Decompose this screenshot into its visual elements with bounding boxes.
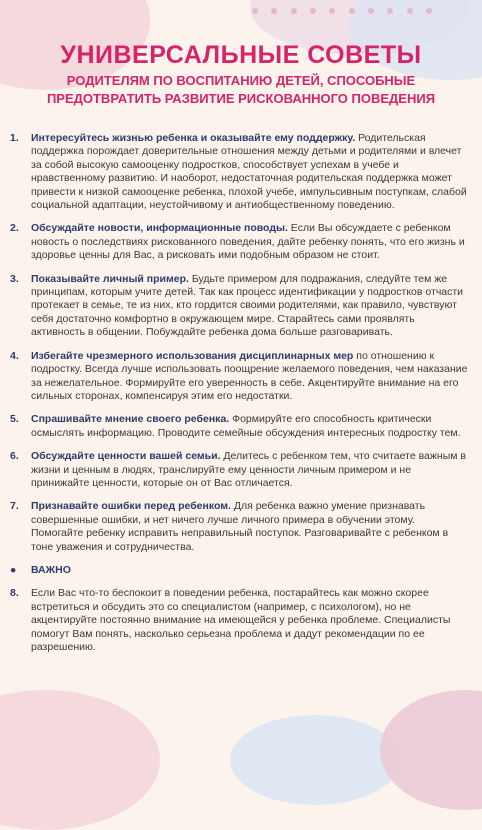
tip-text — [31, 273, 470, 340]
decor-dot — [271, 8, 277, 14]
tip-lead: Интересуйтесь жизнью ребенка и оказывайте ему поддержку. — [31, 132, 356, 144]
bullet-icon: ● — [10, 563, 17, 576]
decor-dot — [387, 8, 393, 14]
tip-item-6 — [10, 450, 470, 490]
tip-number: 5. — [10, 413, 19, 426]
tip-item-3 — [10, 273, 470, 340]
decor-blob-bottom-left — [0, 690, 160, 830]
tip-number: 7. — [10, 500, 19, 513]
tip-item-4 — [10, 350, 470, 404]
tip-text — [31, 350, 470, 404]
decor-dot — [291, 8, 297, 14]
tip-lead: Показывайте личный пример. — [31, 272, 189, 285]
decor-dot — [407, 8, 413, 14]
decor-dot — [368, 8, 374, 14]
tip-lead: Обсуждайте ценности вашей семьи. — [31, 450, 221, 463]
decor-dot — [252, 8, 258, 14]
tips-list — [10, 132, 470, 664]
tip-body: Если Вы обсуждаете с ребенком новость о последствиях рискованного поведения, дайте ребенку понять, что его жизнь и здоровье ценны для Вас, а рисковать ими подобным образом не стоит. — [31, 222, 465, 262]
page-subtitle — [0, 72, 482, 108]
page-title: УНИВЕРСАЛЬНЫЕ СОВЕТЫ — [60, 41, 422, 69]
tip-text — [31, 222, 470, 262]
tip-body: по отношению к подростку. Всегда лучше использовать поощрение желаемого поведения, чем наказание за нежелательное. Формируйте его уверенность в себе. Акцентируйте внимание на его сильных сторонах, компенсируя этим его недостатки. — [31, 349, 468, 402]
tip-lead: Избегайте чрезмерного использования дисциплинарных мер — [31, 349, 354, 362]
subtitle-line-1: РОДИТЕЛЯМ ПО ВОСПИТАНИЮ ДЕТЕЙ, СПОСОБНЫЕ — [66, 73, 416, 88]
tip-item-5 — [10, 413, 470, 440]
tip-number: 2. — [10, 222, 19, 235]
tip-number: 1. — [10, 132, 19, 144]
decor-dot — [426, 8, 432, 14]
tip-lead: Признавайте ошибки перед ребенком. — [31, 500, 231, 513]
decor-blob-bottom-right — [380, 690, 482, 810]
tip-text — [31, 413, 470, 440]
tip-lead: Спрашивайте мнение своего ребенка. — [31, 413, 230, 426]
tip-body: Для ребенка важно умение признавать совершенные ошибки, и нет ничего лучше личного примера в обучении этому. Помогайте ребенку исправить неправильный поступок. Разговаривайте с ребенком в тоне уважения и сотрудничества. — [31, 500, 449, 553]
decor-dot — [310, 8, 316, 14]
tip-body: Будьте примером для подражания, следуйте тем же принципам, которым учите детей. Так как процесс идентификации у подростков отчасти протекает в семье, те из них, кто гордится своими родителями, как правило, чувствуют себя достаточно комфортно в окружающем мире. Старайтесь сами проявлять активность в общении. Побуждайте ребенка дома больше разговаривать. — [31, 272, 464, 339]
tip-body: Делитесь с ребенком тем, что считаете важным в жизни и ценным в людях, транслируйте ему ценности личным примером и не принижайте ценности, которые он от Вас отличается. — [31, 450, 466, 489]
tip-body: Если Вас что-то беспокоит в поведении ребенка, постарайтесь как можно скорее встретиться и обсудить это со специалистом (например, с психологом), но не акцентируйте постоянно внимание на имеющейся у ребенка проблеме. Специалисты помогут Вам понять, насколько серьезна проблема и дадут рекомендации по ее разрешению. — [31, 587, 451, 653]
tip-text — [31, 500, 470, 554]
tip-number: 8. — [10, 587, 19, 600]
important-label: ВАЖНО — [31, 563, 71, 576]
decor-blob-bottom-center — [230, 715, 400, 805]
tip-item-7 — [10, 500, 470, 554]
tip-item-1 — [10, 132, 470, 212]
tip-body: Родительская поддержка порождает доверительные отношения между детьми и родителями и влечет за собой высокую самооценку подростков, способствует успехам в учебе и нравственному развитию. И наоборот, недостаточная родительская поддержка может привести к низкой самооценке ребенка, плохой учебе, импульсивным поступкам, слабой социальной адаптации, неустойчивому и антиобщественному поведению. — [31, 132, 467, 212]
tip-item-8 — [10, 587, 470, 654]
decor-dot — [329, 8, 335, 14]
page-header — [0, 40, 482, 108]
tip-number: 6. — [10, 450, 19, 463]
tip-number: 3. — [10, 272, 19, 285]
tip-text — [31, 132, 470, 212]
tip-lead: Обсуждайте новости, информационные поводы. — [31, 222, 288, 235]
tip-number: 4. — [10, 349, 19, 362]
subtitle-line-2: ПРЕДОТВРАТИТЬ РАЗВИТИЕ РИСКОВАННОГО ПОВЕДЕНИЯ — [46, 91, 436, 106]
decor-dot-row — [252, 8, 432, 14]
decor-dot — [349, 8, 355, 14]
important-heading — [10, 564, 470, 577]
tip-item-2 — [10, 222, 470, 262]
tip-body: Формируйте его способность критически осмыслять информацию. Проводите семейные обсуждения интересных подростку тем. — [31, 413, 461, 439]
tip-text — [31, 450, 470, 490]
